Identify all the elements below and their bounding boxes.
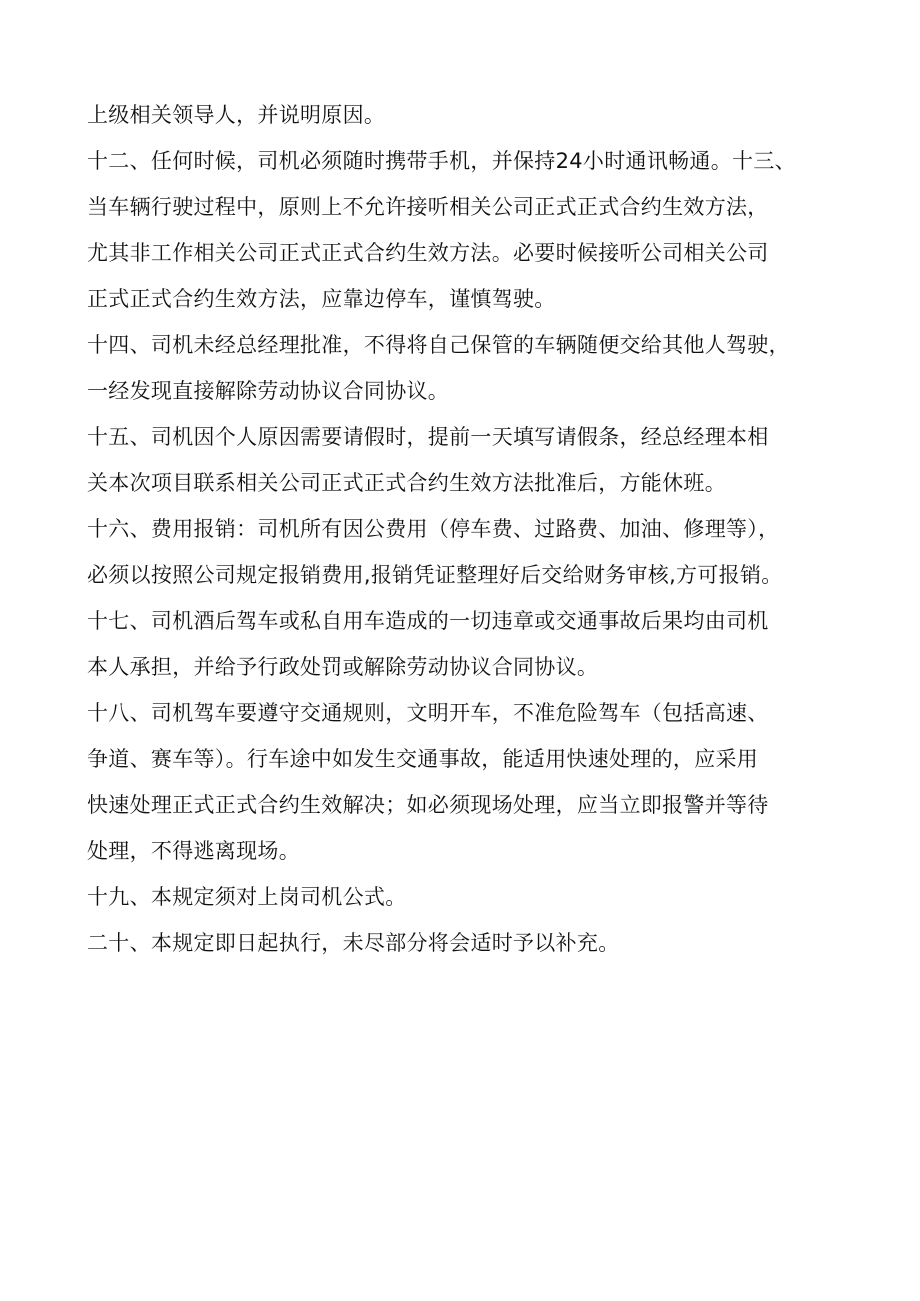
text-line: 十四、司机未经总经理批准，不得将自己保管的车辆随便交给其他人驾驶， xyxy=(87,333,790,357)
text-line: 快速处理正式正式合约生效解决；如必须现场处理，应当立即报警并等待 xyxy=(87,793,769,817)
text-line: 十七、司机酒后驾车或私自用车造成的一切违章或交通事故后果均由司机 xyxy=(87,609,769,633)
text-line: 十九、本规定须对上岗司机公式。 xyxy=(87,885,407,909)
text-line: 本人承担，并给予行政处罚或解除劳动协议合同协议。 xyxy=(87,655,599,679)
text-line: 尤其非工作相关公司正式正式合约生效方法。必要时候接听公司相关公司 xyxy=(87,241,769,265)
text-line: 上级相关领导人，并说明原因。 xyxy=(87,103,386,127)
text-line: 关本次项目联系相关公司正式正式合约生效方法批准后，方能休班。 xyxy=(87,471,726,495)
text-line: 当车辆行驶过程中，原则上不允许接听相关公司正式正式合约生效方法， xyxy=(87,195,769,219)
text-line: 处理，不得逃离现场。 xyxy=(87,839,300,863)
text-line: 争道、赛车等）。行车途中如发生交通事故，能适用快速处理的，应采用 xyxy=(87,747,759,771)
text-line: 十八、司机驾车要遵守交通规则，文明开车，不准危险驾车（包括高速、 xyxy=(87,701,769,725)
text-line: 二十、本规定即日起执行，未尽部分将会适时予以补充。 xyxy=(87,931,620,955)
text-line: 一经发现直接解除劳动协议合同协议。 xyxy=(87,379,450,403)
text-line: 十二、任何时候，司机必须随时携带手机，并保持24小时通讯畅通。十三、 xyxy=(87,149,796,173)
text-line: 正式正式合约生效方法，应靠边停车，谨慎驾驶。 xyxy=(87,287,556,311)
text-line: 十五、司机因个人原因需要请假时，提前一天填写请假条，经总经理本相 xyxy=(87,425,769,449)
text-line: 必须以按照公司规定报销费用,报销凭证整理好后交给财务审核,方可报销。 xyxy=(87,563,783,587)
document-body xyxy=(87,92,847,966)
text-line: 十六、费用报销：司机所有因公费用（停车费、过路费、加油、修理等）， xyxy=(87,517,780,541)
